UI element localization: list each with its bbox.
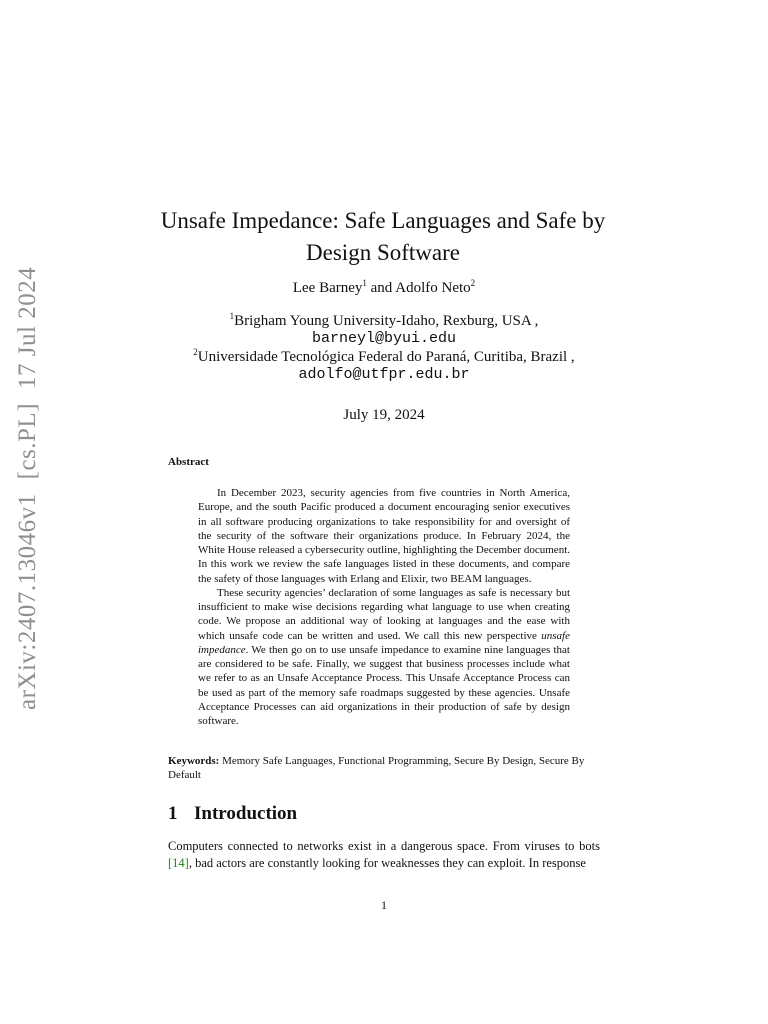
author-1: Lee Barney [292, 280, 363, 296]
section-heading [168, 803, 297, 825]
arxiv-id: arXiv:2407.13046v1 [14, 493, 41, 710]
abstract-p2-end: . We then go on to use unsafe impedance to examine nine languages that are considered to be safe. Finally, we suggest that business processes include what we refer to as an Unsafe Acceptance Process. This Unsafe Acceptance Process can be used as part of the memory safe roadmaps suggested by these agencies. Unsafe Acceptance Processes can aid organizations in their production of safe by design software. [198, 643, 570, 727]
arxiv-category: [cs.PL] [14, 402, 41, 480]
paper-title [150, 205, 616, 269]
affiliation-1 [0, 312, 768, 348]
title-line-1: Unsafe Impedance: Safe Languages and Safe by [160, 208, 606, 233]
keywords [168, 754, 596, 782]
arxiv-date: 17 Jul 2024 [14, 266, 41, 389]
intro-paragraph [168, 838, 600, 872]
title-line-2: Design Software [306, 240, 460, 265]
keywords-label: Keywords: [168, 755, 220, 767]
affiliation-2-mark: 2 [193, 347, 198, 357]
abstract-paragraph-1: In December 2023, security agencies from five countries in North America, Europe, and the south Pacific produced a document encouraging senior executives in all software producing organizations to take responsibility for and oversight of the security of the software their organizations produce. In February 2024, the White House released a cybersecurity outline, highlighting the December document. In this work we review the safe languages listed in these documents, and compare the safety of those languages with Erlang and Elixir, two BEAM languages. [198, 487, 570, 585]
affiliation-1-text: Brigham Young University-Idaho, Rexburg, USA , [234, 313, 539, 329]
affiliation-2 [0, 348, 768, 384]
paper-date: July 19, 2024 [343, 407, 425, 423]
author-2-mark: 2 [470, 278, 476, 288]
abstract-heading: Abstract [168, 456, 209, 468]
keywords-text: Memory Safe Languages, Functional Programming, Secure By Design, Secure By Default [168, 755, 585, 781]
affiliation-2-email[interactable]: adolfo@utfpr.edu.br [298, 366, 470, 383]
intro-text-start: Computers connected to networks exist in a dangerous space. From viruses to bots [168, 839, 600, 853]
section-title: Introduction [194, 803, 298, 824]
author-2: Adolfo Neto [395, 280, 471, 296]
author-conjunction: and [370, 280, 393, 296]
author-1-mark: 1 [362, 278, 367, 288]
abstract-p2-start: These security agencies’ declaration of some languages as safe is necessary but insufficient to make wise decisions regarding what language to use when creating code. We propose an additional way of looking at languages and the ease with which unsafe code can be written and used. We call this new perspective [198, 586, 570, 642]
abstract-paragraph-2 [198, 586, 570, 729]
intro-text-end: , bad actors are constantly looking for weaknesses they can exploit. In response [188, 856, 586, 870]
affiliation-1-email[interactable]: barneyl@byui.edu [311, 330, 457, 347]
section-number: 1 [168, 803, 178, 824]
citation-link[interactable]: [14] [168, 856, 189, 870]
page-number: 1 [381, 898, 387, 912]
author-list [0, 280, 768, 297]
abstract-p2-term: unsafe impedance [198, 629, 570, 656]
affiliation-2-text: Universidade Tecnológica Federal do Paraná, Curitiba, Brazil , [197, 349, 575, 365]
affiliation-1-mark: 1 [229, 311, 235, 321]
abstract-body [198, 486, 570, 728]
